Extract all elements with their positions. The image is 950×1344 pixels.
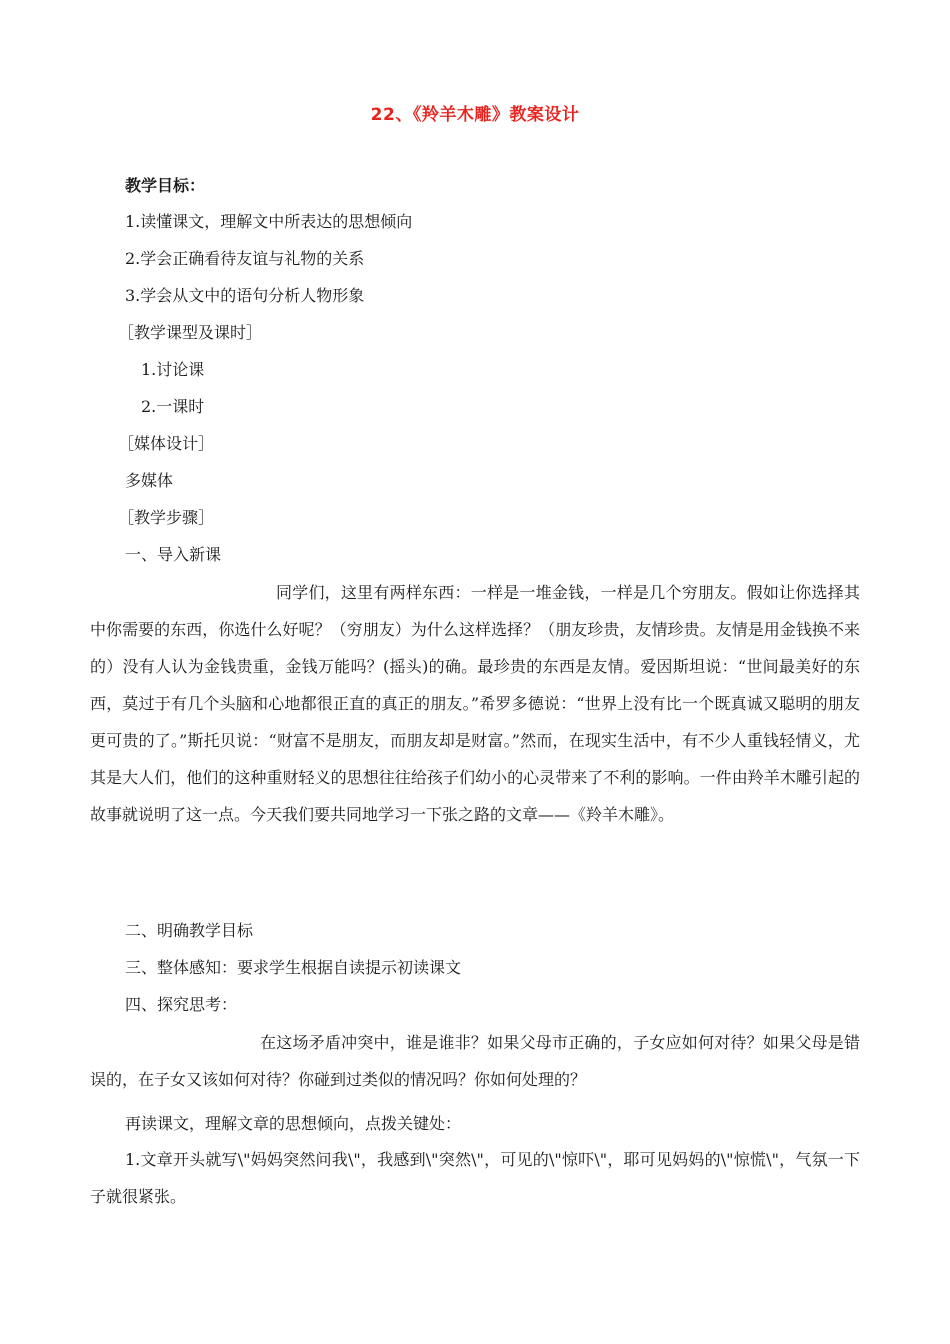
- step2-heading: 二、明确教学目标: [125, 921, 254, 940]
- reread-text: 再读课文，理解文章的思想倾向，点拨关键处：: [125, 1114, 462, 1133]
- media-heading: ［媒体设计］: [118, 434, 215, 453]
- objective-item: 3.学会从文中的语句分析人物形象: [125, 286, 365, 305]
- steps-heading: ［教学步骤］: [118, 508, 215, 527]
- step4-heading: 四、探究思考：: [125, 995, 238, 1014]
- objective-item: 1.读懂课文，理解文中所表达的思想倾向: [125, 212, 413, 231]
- objective-item: 2.学会正确看待友谊与礼物的关系: [125, 249, 365, 268]
- step4-paragraph: 在这场矛盾冲突中，谁是谁非？如果父母市正确的，子女应如何对待？如果父母是错误的，在子女又该如何对待？你碰到过类似的情况吗？你如何处理的？: [90, 1033, 860, 1089]
- step1-paragraph: 同学们，这里有两样东西：一样是一堆金钱，一样是几个穷朋友。假如让你选择其中你需要的东西，你选什么好呢？（穷朋友）为什么这样选择？（朋友珍贵，友情珍贵。友情是用金钱换不来的）没有人认为金钱贵重，金钱万能吗？(摇头)的确。最珍贵的东西是友情。爱因斯坦说：“世间最美好的东西，莫过于有几个头脑和心地都很正直的真正的朋友。”希罗多德说：“世界上没有比一个既真诚又聪明的朋友更可贵的了。”斯托贝说：“财富不是朋友，而朋友却是财富。”然而，在现实生活中，有不少人重钱轻情义，尤其是大人们，他们的这种重财轻义的思想往往给孩子们幼小的心灵带来了不利的影响。一件由羚羊木雕引起的故事就说明了这一点。今天我们要共同地学习一下张之路的文章——《羚羊木雕》。: [90, 583, 860, 824]
- objectives-heading: 教学目标：: [125, 176, 206, 195]
- lesson-type-item: 1.讨论课: [141, 360, 205, 379]
- media-text: 多媒体: [125, 471, 174, 490]
- document-title: 22、《羚羊木雕》教案设计: [370, 105, 580, 125]
- step1-heading: 一、导入新课: [125, 545, 222, 564]
- step3-heading: 三、整体感知：要求学生根据自读提示初读课文: [125, 958, 462, 977]
- point1-paragraph: 1.文章开头就写\"妈妈突然问我\"，我感到\"突然\"，可见的\"惊吓\"，耶可见妈妈的\"惊慌\"，气氛一下子就很紧张。: [90, 1150, 860, 1206]
- lesson-type-heading: ［教学课型及课时］: [118, 323, 263, 342]
- lesson-type-item: 2.一课时: [141, 397, 205, 416]
